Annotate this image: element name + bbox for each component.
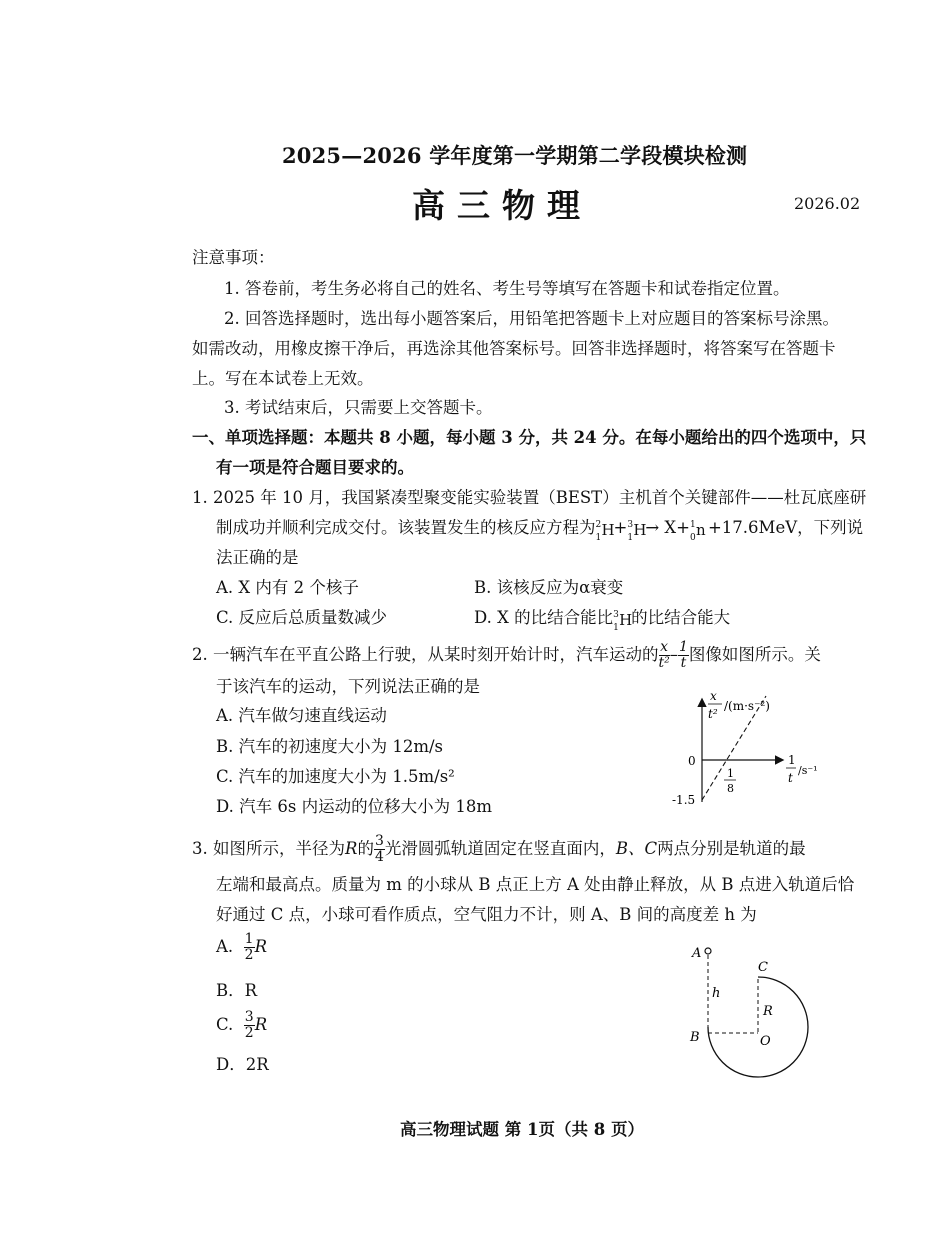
notice-item-2-line1: 2. 回答选择题时，选出每小题答案后，用铅笔把答题卡上对应题目的答案标号涂黑。 [224, 309, 839, 328]
q2-option-c: C. 汽车的加速度大小为 1.5m/s² [216, 767, 455, 786]
q1-line2-text-b: → X+ [645, 518, 690, 537]
exam-date: 2026.02 [794, 194, 861, 213]
x-axis-unit: /s⁻¹ [798, 764, 818, 777]
notice-item-1: 1. 答卷前，考生务必将自己的姓名、考生号等填写在答题卡和试卷指定位置。 [224, 279, 790, 298]
q1-option-a: A. X 内有 2 个核子 [216, 578, 359, 597]
q2-option-b: B. 汽车的初速度大小为 12m/s [216, 737, 444, 756]
fraction-x-over-t2: $\frac{x}{\text{t²}}$ [658, 639, 670, 671]
x-label-1: 1 [788, 753, 796, 767]
x-label-t: t [788, 771, 793, 785]
label-a: A [692, 946, 702, 961]
x-tick-den: 8 [727, 782, 734, 795]
y-label-x: x [710, 689, 717, 703]
fraction-3-2: $\frac{3}{2}$ [244, 1009, 254, 1041]
q2-line2: 于该汽车的运动，下列说法正确的是 [216, 677, 480, 696]
x-tick-num: 1 [727, 767, 734, 780]
notice-item-2-line3: 上。写在本试卷上无效。 [192, 369, 374, 388]
q3-option-a: A. $\frac{1}{2}$ R [216, 931, 268, 963]
q2-line1: 2. 一辆汽车在平直公路上行驶，从某时刻开始计时，汽车运动的 $\frac{x}{\text{t²}}$ – $\frac{1}{t}$ 图像如图所示。关 [192, 639, 821, 671]
notice-item-2-line2: 如需改动，用橡皮擦干净后，再选涂其他答案标号。回答非选择题时，将答案写在答题卡 [192, 339, 836, 358]
y-intercept-label: -1.5 [672, 793, 696, 807]
section1-heading-line1: 一、单项选择题：本题共 8 小题，每小题 3 分，共 24 分。在每小题给出的四个选项中，只 [192, 428, 867, 447]
q1-line2-text-a: 制成功并顺利完成交付。该装置发生的核反应方程为 [216, 518, 596, 537]
circular-track [708, 977, 808, 1077]
q1-line3: 法正确的是 [216, 548, 299, 567]
origin-label: 0 [688, 754, 696, 768]
q1-option-d: D. X 的比结合能比 3 1 H 的比结合能大 [474, 608, 731, 633]
q3-line3: 好通过 C 点，小球可看作质点，空气阻力不计，则 A、B 间的高度差 h 为 [216, 905, 757, 924]
q1-line2-text-c: +17.6MeV，下列说 [707, 518, 864, 537]
q3-option-d: D．2R [216, 1055, 269, 1074]
q3-figure [680, 935, 820, 1095]
nuclide-deuterium: 2 1 H [595, 519, 615, 543]
fraction-1-over-t: $\frac{1}{t}$ [679, 639, 688, 671]
section1-heading-line2: 有一项是符合题目要求的。 [216, 458, 414, 477]
q3-option-b: B．R [216, 981, 258, 1000]
exam-title: 2025—2026 学年度第一学期第二学段模块检测 [282, 143, 748, 168]
label-o: O [760, 1034, 771, 1049]
label-h: h [712, 986, 721, 1001]
q1-line1: 1. 2025 年 10 月，我国紧凑型聚变能实验装置（BEST）主机首个关键部件——杜瓦底座研 [192, 488, 867, 507]
q3-line1: 3. 如图所示，半径为R的 $\frac{3}{4}$ 光滑圆弧轨道固定在竖直面内，B、C两点分别是轨道的最 [192, 833, 806, 865]
label-c: C [758, 960, 768, 975]
q1-option-c: C. 反应后总质量数减少 [216, 608, 388, 627]
q3-line2: 左端和最高点。质量为 m 的小球从 B 点正上方 A 处由静止释放，从 B 点进入轨道后恰 [216, 875, 855, 894]
q2-graph [660, 682, 850, 812]
notice-heading: 注意事项： [192, 248, 275, 267]
ball-a [705, 948, 711, 954]
q2-option-d: D. 汽车 6s 内运动的位移大小为 18m [216, 797, 492, 816]
notice-item-3: 3. 考试结束后，只需要上交答题卡。 [224, 398, 493, 417]
fraction-1-2: $\frac{1}{2}$ [244, 931, 254, 963]
fraction-3-4: $\frac{3}{4}$ [374, 833, 384, 865]
nuclide-tritium: 3 1 H [627, 519, 647, 543]
q1-option-b: B. 该核反应为α衰变 [474, 578, 624, 597]
y-label-t2: t² [708, 707, 718, 721]
nuclide-tritium: 3 1 H [613, 609, 633, 633]
label-b: B [690, 1030, 700, 1045]
page-footer: 高三物理试题 第 1页（共 8 页） [400, 1120, 644, 1139]
q3-option-c: C. $\frac{3}{2}$ R [216, 1009, 268, 1041]
q1-line2: 制成功并顺利完成交付。该装置发生的核反应方程为 2 1 H + 3 1 H → X+ 1 0 n +17.6MeV，下列说 [216, 518, 864, 543]
q2-option-a: A. 汽车做匀速直线运动 [216, 706, 387, 725]
subject-title: 高三物理 [412, 186, 592, 225]
label-r: R [763, 1004, 773, 1019]
y-axis-unit: /(m·s⁻²) [724, 699, 770, 713]
nuclide-neutron: 1 0 n [689, 519, 706, 543]
